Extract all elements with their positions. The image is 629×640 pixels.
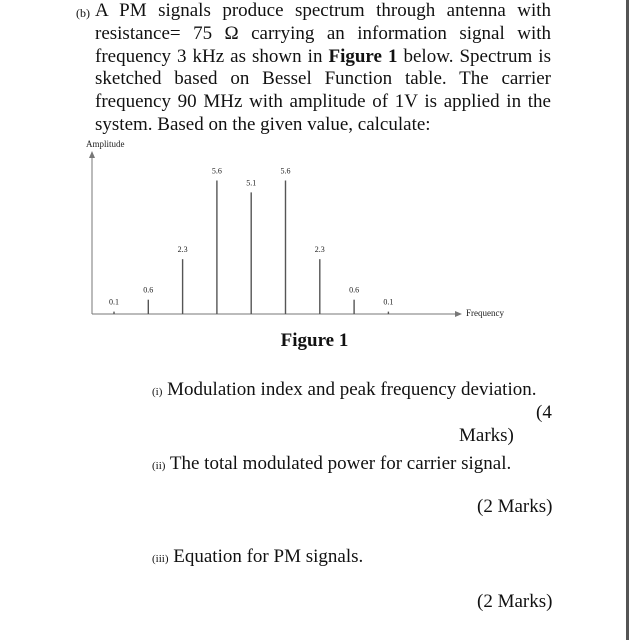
part-ii-text: The total modulated power for carrier signal. [169,453,512,474]
spectral-line-label-4: 5.6 [211,166,222,176]
spectrum-chart [80,135,530,325]
figure-reference: Figure 1 [328,45,398,67]
spectral-lines [109,166,393,314]
spectral-line-label-9: 0.1 [383,297,394,307]
question-text-end: below. Spectrum is sketched based on Bessel Function table. The carrier frequency 90 MHz with amplitude of 1V is applied in the system. Based on the given value, calculate: [95,45,551,135]
spectral-line-label-1: 0.1 [109,297,119,307]
part-iii [152,546,363,568]
part-iii-numeral: (iii) [152,553,169,565]
spectral-line-label-2: 0.6 [143,285,154,295]
part-i-numeral: (i) [152,386,163,398]
part-i-text: Modulation index and peak frequency deviation. [167,379,537,400]
part-ii-numeral: (ii) [152,460,166,472]
part-ii [152,453,511,475]
question-b [76,0,551,137]
part-iii-marks: (2 Marks) [477,591,553,612]
part-iii-text: Equation for PM signals. [173,546,364,567]
y-axis-arrow [89,151,95,158]
question-text-start: A PM signals produce spectrum through antenna with resistance= 75 Ω carrying an information signal with frequency 3 kHz as shown in [95,0,551,67]
x-axis-label: Frequency [466,308,504,318]
y-axis-label: Amplitude [86,139,125,149]
spectral-line-label-6: 5.6 [280,166,291,176]
part-ii-marks: (2 Marks) [477,496,553,517]
part-i-marks-close: Marks) [459,425,514,446]
spectral-line-label-5: 5.1 [246,178,257,188]
spectral-line-label-3: 2.3 [177,245,188,255]
part-i-marks-open: (4 [536,402,552,423]
spectral-line-label-7: 2.3 [314,245,325,255]
question-label: (b) [76,6,90,20]
spectral-line-label-8: 0.6 [349,285,360,295]
figure-caption: Figure 1 [280,330,349,351]
part-i [152,379,536,401]
x-axis-arrow [455,311,462,317]
